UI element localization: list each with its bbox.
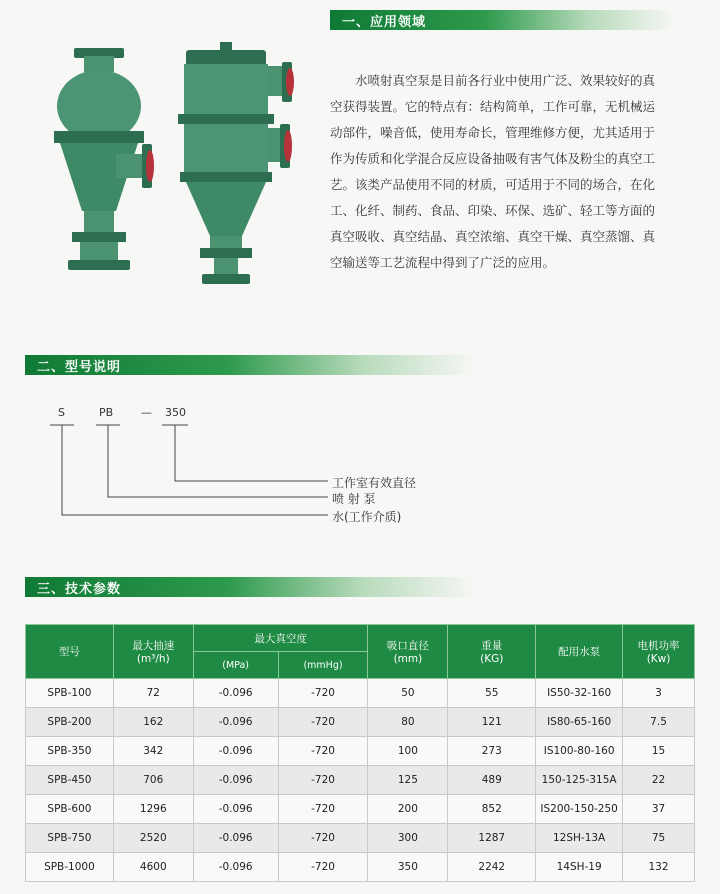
col-header-flow-unit: (m³/h) bbox=[136, 653, 170, 665]
table-row bbox=[26, 766, 695, 795]
cell-inlet: 125 bbox=[368, 766, 448, 795]
cell-model: SPB-350 bbox=[26, 737, 114, 766]
cell-vac-mpa: -0.096 bbox=[193, 766, 278, 795]
cell-inlet: 50 bbox=[368, 679, 448, 708]
cell-vac-mmhg: -720 bbox=[278, 766, 368, 795]
col-header-inlet-unit: (mm) bbox=[393, 653, 423, 665]
pump-illustration-right bbox=[178, 42, 294, 284]
cell-inlet: 350 bbox=[368, 853, 448, 882]
cell-power: 7.5 bbox=[623, 708, 695, 737]
cell-vac-mmhg: -720 bbox=[278, 853, 368, 882]
pump-illustration-left bbox=[54, 48, 154, 270]
model-code-s: S bbox=[58, 406, 65, 419]
cell-power: 75 bbox=[623, 824, 695, 853]
intro-paragraph: 水喷射真空泵是目前各行业中使用广泛、效果较好的真空获得装置。它的特点有：结构简单，工作可靠，无机械运动部件，噪音低，使用寿命长，管理维修方便，尤其适用于作为传质和化学混合反应设备抽吸有害气体及粉尘的真空工艺。该类产品使用不同的材质，可适用于不同的场合，在化工、化纤、制药、食品、印染、环保、选矿、轻工等方面的真空吸收、真空结晶、真空浓缩、真空干燥、真空蒸馏、真空输送等工艺流程中得到了广泛的应用。 bbox=[330, 73, 656, 270]
cell-pump: IS200-150-250 bbox=[536, 795, 623, 824]
section-header-application bbox=[330, 10, 675, 30]
table-row bbox=[26, 795, 695, 824]
table-row bbox=[26, 824, 695, 853]
cell-model: SPB-600 bbox=[26, 795, 114, 824]
cell-flow: 162 bbox=[113, 708, 193, 737]
col-header-inlet-label: 吸口直径 bbox=[386, 640, 429, 652]
product-image bbox=[24, 36, 324, 296]
model-code-num: 350 bbox=[165, 406, 186, 419]
cell-pump: 150-125-315A bbox=[536, 766, 623, 795]
col-header-power-unit: (Kw) bbox=[646, 653, 671, 665]
cell-model: SPB-1000 bbox=[26, 853, 114, 882]
col-header-weight-unit: (KG) bbox=[480, 653, 504, 665]
cell-weight: 55 bbox=[448, 679, 536, 708]
section-title: 二、型号说明 bbox=[37, 359, 122, 375]
cell-flow: 2520 bbox=[113, 824, 193, 853]
model-legend-pump: 喷 射 泵 bbox=[332, 492, 376, 506]
col-header-vacuum: 最大真空度 bbox=[193, 625, 368, 652]
cell-weight: 852 bbox=[448, 795, 536, 824]
cell-vac-mpa: -0.096 bbox=[193, 737, 278, 766]
col-header-flow bbox=[113, 625, 193, 679]
cell-vac-mmhg: -720 bbox=[278, 708, 368, 737]
cell-weight: 1287 bbox=[448, 824, 536, 853]
cell-power: 22 bbox=[623, 766, 695, 795]
cell-power: 37 bbox=[623, 795, 695, 824]
cell-weight: 121 bbox=[448, 708, 536, 737]
col-header-pump: 配用水泵 bbox=[536, 625, 623, 679]
section-header-specs bbox=[25, 577, 475, 597]
col-header-vac-mmhg: (mmHg) bbox=[278, 652, 368, 679]
model-legend-diameter: 工作室有效直径 bbox=[332, 476, 417, 490]
cell-vac-mpa: -0.096 bbox=[193, 679, 278, 708]
cell-inlet: 300 bbox=[368, 824, 448, 853]
cell-model: SPB-450 bbox=[26, 766, 114, 795]
cell-power: 132 bbox=[623, 853, 695, 882]
cell-vac-mmhg: -720 bbox=[278, 824, 368, 853]
cell-inlet: 80 bbox=[368, 708, 448, 737]
col-header-power bbox=[623, 625, 695, 679]
cell-weight: 489 bbox=[448, 766, 536, 795]
cell-power: 15 bbox=[623, 737, 695, 766]
cell-flow: 4600 bbox=[113, 853, 193, 882]
model-legend-water: 水(工作介质) bbox=[332, 510, 402, 524]
section-title: 三、技术参数 bbox=[37, 581, 122, 597]
table-row bbox=[26, 853, 695, 882]
col-header-weight-label: 重量 bbox=[481, 640, 503, 652]
col-header-model: 型号 bbox=[26, 625, 114, 679]
model-code-dash: — bbox=[141, 406, 152, 419]
cell-weight: 273 bbox=[448, 737, 536, 766]
cell-flow: 706 bbox=[113, 766, 193, 795]
cell-pump: 12SH-13A bbox=[536, 824, 623, 853]
cell-pump: IS100-80-160 bbox=[536, 737, 623, 766]
table-row bbox=[26, 708, 695, 737]
cell-vac-mpa: -0.096 bbox=[193, 824, 278, 853]
cell-inlet: 100 bbox=[368, 737, 448, 766]
cell-model: SPB-750 bbox=[26, 824, 114, 853]
cell-weight: 2242 bbox=[448, 853, 536, 882]
cell-flow: 342 bbox=[113, 737, 193, 766]
cell-vac-mpa: -0.096 bbox=[193, 853, 278, 882]
cell-vac-mmhg: -720 bbox=[278, 737, 368, 766]
spec-table bbox=[25, 624, 695, 882]
cell-flow: 72 bbox=[113, 679, 193, 708]
cell-pump: IS80-65-160 bbox=[536, 708, 623, 737]
cell-pump: IS50-32-160 bbox=[536, 679, 623, 708]
cell-model: SPB-100 bbox=[26, 679, 114, 708]
col-header-vac-mpa: (MPa) bbox=[193, 652, 278, 679]
section-title: 一、应用领域 bbox=[342, 14, 427, 30]
table-header-row bbox=[26, 625, 695, 652]
cell-vac-mmhg: -720 bbox=[278, 679, 368, 708]
table-row bbox=[26, 679, 695, 708]
cell-vac-mpa: -0.096 bbox=[193, 708, 278, 737]
cell-inlet: 200 bbox=[368, 795, 448, 824]
col-header-weight bbox=[448, 625, 536, 679]
model-code-pb: PB bbox=[99, 406, 114, 419]
section-header-model bbox=[25, 355, 475, 375]
col-header-power-label: 电机功率 bbox=[637, 640, 680, 652]
table-row bbox=[26, 737, 695, 766]
cell-pump: 14SH-19 bbox=[536, 853, 623, 882]
cell-power: 3 bbox=[623, 679, 695, 708]
col-header-inlet bbox=[368, 625, 448, 679]
cell-model: SPB-200 bbox=[26, 708, 114, 737]
cell-vac-mpa: -0.096 bbox=[193, 795, 278, 824]
cell-flow: 1296 bbox=[113, 795, 193, 824]
cell-vac-mmhg: -720 bbox=[278, 795, 368, 824]
col-header-flow-label: 最大抽速 bbox=[132, 640, 175, 652]
